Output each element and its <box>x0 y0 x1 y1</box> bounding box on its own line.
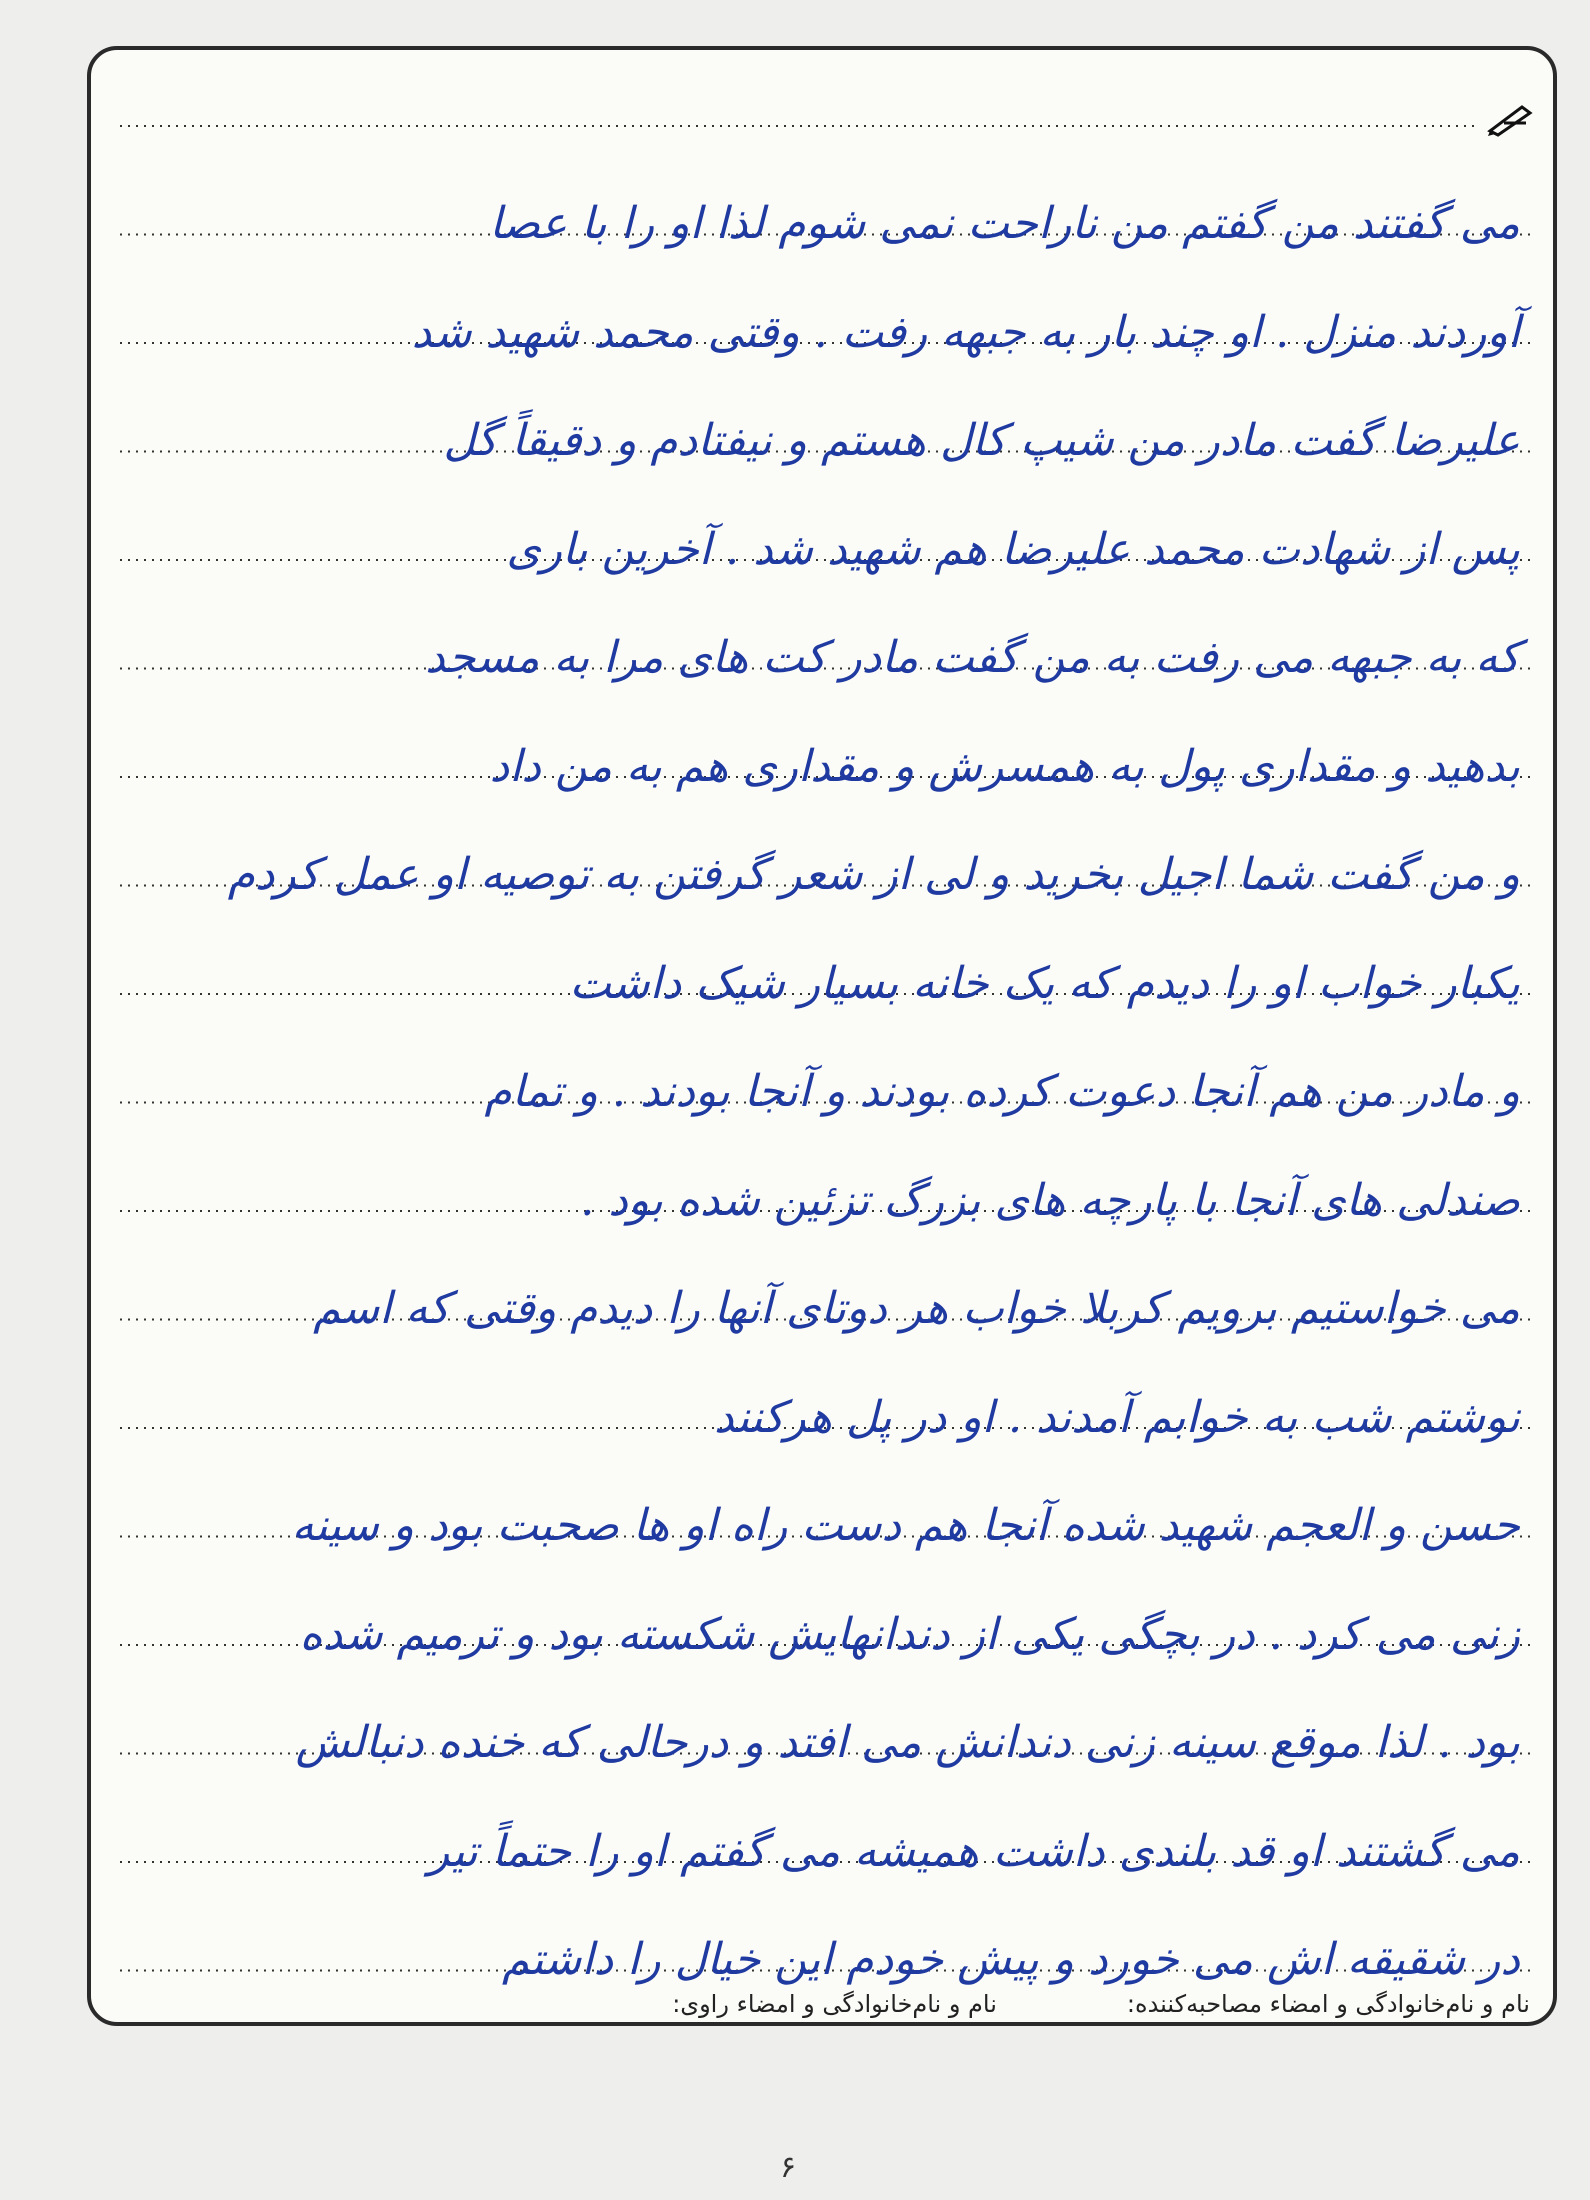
handwritten-line: بود . لذا موقع سینه زنی دندانش می افتد و درحالی که خنده دنبالش <box>295 1717 1520 1768</box>
handwritten-line: صندلی های آنجا با پارچه های بزرگ تزئین شده بود . <box>580 1174 1520 1226</box>
handwritten-line: یکبار خواب او را دیدم که یک خانه بسیار شیک داشت <box>569 957 1520 1009</box>
handwritten-line: که به جبهه می رفت به من گفت مادر کت های مرا به مسجد <box>425 632 1520 683</box>
handwritten-line: و من گفت شما اجیل بخرید و لی از شعر گرفتن به توصیه او عمل کردم <box>227 849 1520 900</box>
handwritten-line: بدهید و مقداری پول به همسرش و مقداری هم به من داد <box>489 740 1520 792</box>
handwritten-text <box>30 170 1550 2015</box>
handwritten-line: زنی می کرد . در بچگی یکی از دندانهایش شکسته بود و ترمیم شده <box>299 1608 1520 1660</box>
handwritten-line: آوردند منزل . او چند بار به جبهه رفت . وقتی محمد شهید شد <box>411 306 1520 358</box>
handwritten-line: علیرضا گفت مادر من شیپ کال هستم و نیفتادم و دقیقاً گل <box>443 415 1520 466</box>
handwritten-line: در شقیقه اش می خورد و پیش خودم این خیال را داشتم <box>501 1934 1520 1985</box>
handwritten-line: می خواستیم برویم کربلا خواب هر دوتای آنها را دیدم وقتی که اسم <box>313 1283 1520 1334</box>
handwritten-line: و مادر من هم آنجا دعوت کرده بودند و آنجا بودند . و تمام <box>484 1066 1520 1117</box>
handwritten-line: می گشتند او قد بلندی داشت همیشه می گفتم او را حتماً تیر <box>428 1825 1520 1877</box>
handwritten-line: می گفتند من گفتم من ناراحت نمی شوم لذا او را با عصا <box>489 198 1520 249</box>
pen-icon <box>1486 101 1536 137</box>
narrator-signature-label: نام و نام‌خانوادگی و امضاء راوی: <box>672 1990 997 2018</box>
handwritten-line: حسن و العجم شهید شده آنجا هم دست راه او ها صحبت بود و سینه <box>291 1500 1520 1551</box>
interviewer-signature-label: نام و نام‌خانوادگی و امضاء مصاحبه‌کننده: <box>1126 1990 1530 2018</box>
handwritten-line: نوشتم شب به خوابم آمدند . او در پل هرکنند <box>713 1391 1520 1443</box>
handwritten-line: پس از شهادت محمد علیرضا هم شهید شد . آخرین باری <box>506 523 1520 575</box>
signature-footer <box>70 1990 1530 2018</box>
page-number: ۶ <box>780 2150 797 2185</box>
